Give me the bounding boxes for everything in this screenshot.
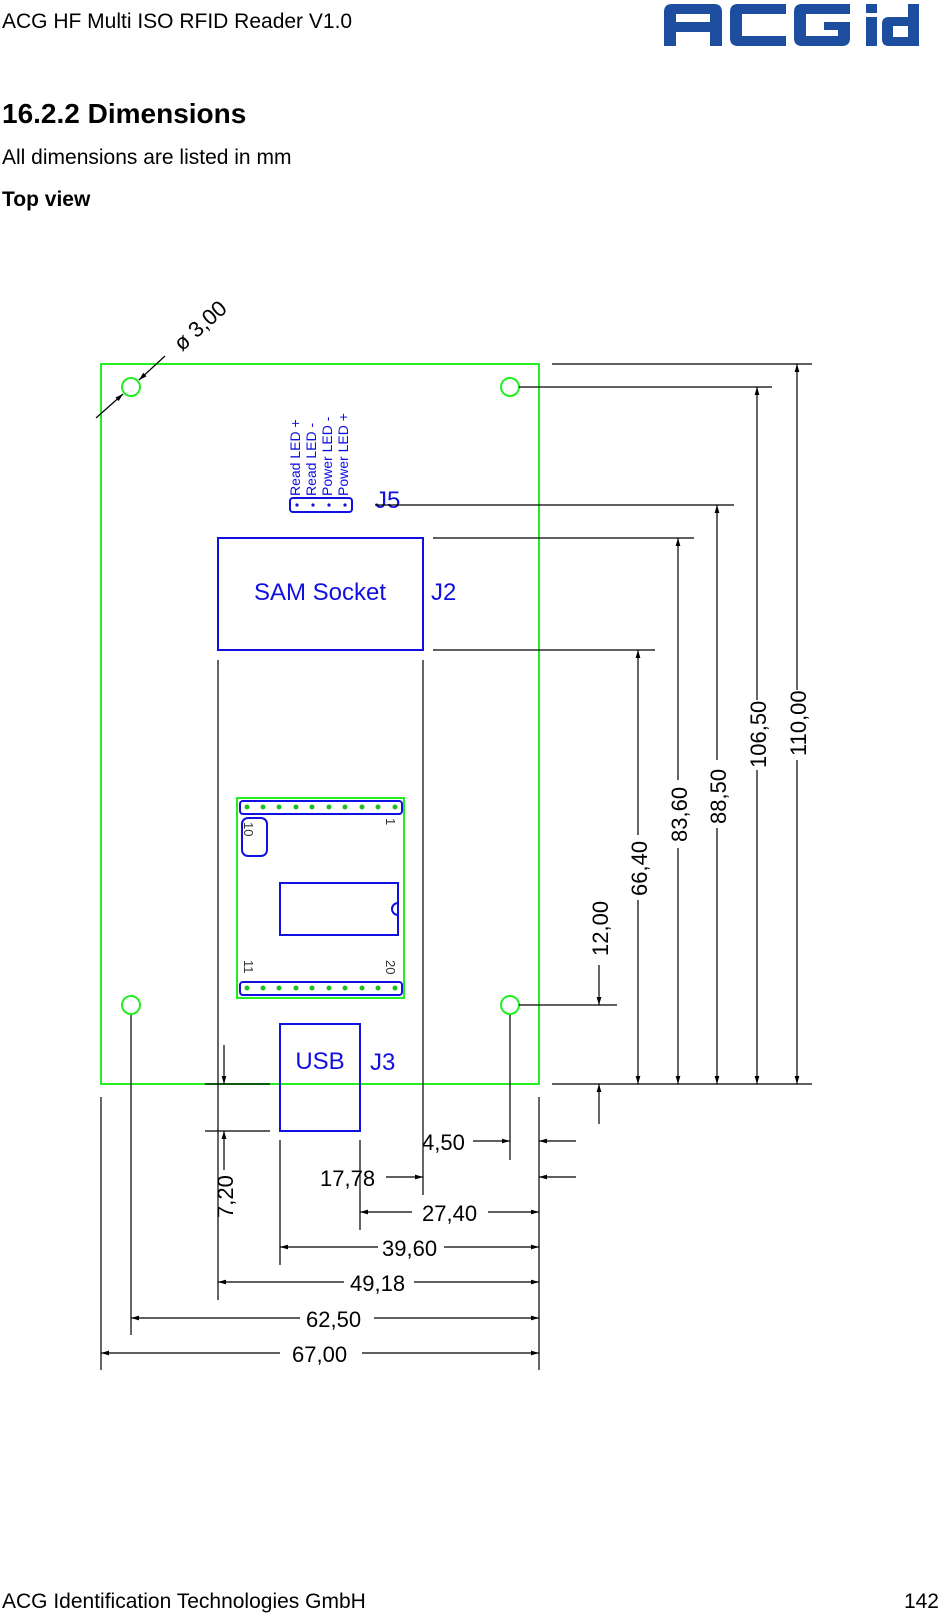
ic-chip <box>280 883 398 935</box>
mounting-hole-top-left <box>122 378 140 396</box>
j5-pin-label-power-led-plus: Power LED + <box>335 413 351 496</box>
mounting-hole-top-right <box>501 378 519 396</box>
j5-label: J5 <box>375 487 401 514</box>
pin-label-1: 1 <box>383 818 398 826</box>
document-header-title: ACG HF Multi ISO RFID Reader V1.0 <box>2 10 353 33</box>
mounting-hole-bottom-left <box>122 996 140 1014</box>
dim-39-60: 39,60 <box>382 1236 438 1261</box>
dim-67: 67,00 <box>292 1342 348 1367</box>
dim-17-78: 17,78 <box>320 1166 376 1191</box>
dim-62-50: 62,50 <box>306 1307 362 1332</box>
j5-pin-label-power-led-minus: Power LED - <box>319 416 335 496</box>
j5-connector <box>290 498 352 512</box>
dim-7-20: 7,20 <box>213 1175 238 1218</box>
dim-4-50: 4,50 <box>422 1130 465 1155</box>
j3-label: J3 <box>370 1049 396 1076</box>
usb-label: USB <box>295 1048 345 1075</box>
j5-pin-label-read-led-plus: Read LED + <box>287 419 303 496</box>
j5-pin-label-read-led-minus: Read LED - <box>303 422 319 496</box>
dim-49-18: 49,18 <box>350 1271 406 1296</box>
dim-106-50: 106,50 <box>746 700 771 768</box>
pin-header-module <box>237 798 404 998</box>
dim-66-40: 66,40 <box>627 840 652 896</box>
j5-pin-dots <box>295 503 346 506</box>
pin-label-10: 10 <box>241 822 256 837</box>
hole-diameter-label: ø 3,00 <box>168 295 232 356</box>
sam-socket-label: SAM Socket <box>253 579 387 606</box>
usb-connector <box>280 1024 360 1131</box>
hole-diameter-callout <box>96 356 165 418</box>
j2-label: J2 <box>431 579 457 606</box>
mounting-hole-bottom-right <box>501 996 519 1014</box>
units-note: All dimensions are listed in mm <box>2 146 292 169</box>
pin-label-20: 20 <box>383 960 398 975</box>
section-heading: 16.2.2 Dimensions <box>2 98 247 129</box>
dim-27-40: 27,40 <box>422 1201 478 1226</box>
footer-page-number: 142 <box>903 1590 939 1613</box>
dim-110: 110,00 <box>786 690 811 756</box>
footer-company: ACG Identification Technologies GmbH <box>2 1590 366 1613</box>
dim-12: 12,00 <box>588 900 613 956</box>
pin-label-11: 11 <box>241 960 256 974</box>
view-label: Top view <box>2 188 91 211</box>
dim-83-60: 83,60 <box>667 786 692 842</box>
dim-88-50: 88,50 <box>706 768 731 824</box>
